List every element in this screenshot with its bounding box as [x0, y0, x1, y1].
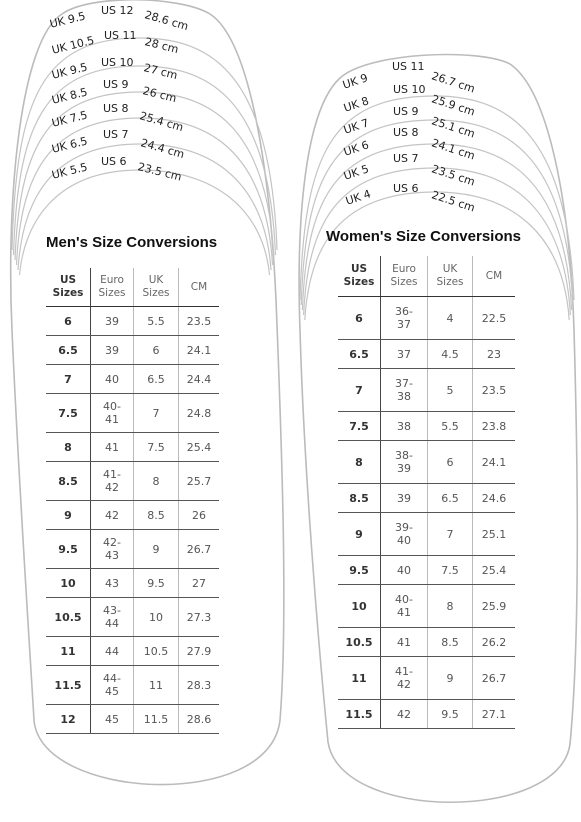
- outline-label-us: US 10: [393, 83, 426, 96]
- women-table-cell: 38: [381, 412, 428, 441]
- women-table-cell: 22.5: [473, 297, 516, 340]
- outline-label-uk: UK 10.5: [50, 33, 96, 57]
- men-table-cell: 39: [91, 336, 134, 365]
- table-row: [338, 700, 515, 729]
- men-table-cell: 28.6: [179, 705, 220, 734]
- men-table-cell: 8: [134, 462, 179, 501]
- men-table-cell: 7: [134, 394, 179, 433]
- women-table-cell: 8: [338, 441, 381, 484]
- table-row: [338, 628, 515, 657]
- men-table-cell: 39: [91, 307, 134, 336]
- women-table-cell: 11: [338, 657, 381, 700]
- women-table-cell: 8.5: [428, 628, 473, 657]
- table-row: [46, 530, 219, 569]
- outline-label-cm: 26.7 cm: [429, 69, 477, 96]
- men-col-header: UK Sizes: [134, 268, 179, 307]
- men-table-cell: 40- 41: [91, 394, 134, 433]
- men-table-cell: 10: [134, 598, 179, 637]
- men-table-cell: 27: [179, 569, 220, 598]
- men-table-cell: 11: [46, 637, 91, 666]
- outline-label-us: US 7: [103, 128, 129, 141]
- outline-label-uk: UK 7: [341, 116, 371, 137]
- women-table-cell: 6: [428, 441, 473, 484]
- women-col-header: US Sizes: [338, 256, 381, 297]
- women-table-cell: 11.5: [338, 700, 381, 729]
- table-row: [338, 412, 515, 441]
- table-row: [338, 585, 515, 628]
- men-table-cell: 7.5: [46, 394, 91, 433]
- outline-label-cm: 28.6 cm: [143, 8, 190, 34]
- women-table-cell: 39- 40: [381, 513, 428, 556]
- table-row: [46, 394, 219, 433]
- women-table-cell: 7: [338, 369, 381, 412]
- men-table-cell: 6: [134, 336, 179, 365]
- table-row: [46, 433, 219, 462]
- men-table-cell: 5.5: [134, 307, 179, 336]
- women-table-cell: 26.7: [473, 657, 516, 700]
- women-col-header: CM: [473, 256, 516, 297]
- outline-label-us: US 9: [393, 105, 419, 118]
- men-table-cell: 7: [46, 365, 91, 394]
- outline-label-us: US 11: [392, 60, 425, 73]
- women-table-cell: 39: [381, 484, 428, 513]
- outline-label-uk: UK 8: [341, 94, 371, 115]
- women-col-header: Euro Sizes: [381, 256, 428, 297]
- men-table-cell: 45: [91, 705, 134, 734]
- women-table-header-row: [338, 256, 515, 297]
- outline-label-uk: UK 9: [340, 71, 370, 92]
- men-table-cell: 43- 44: [91, 598, 134, 637]
- outline-label-cm: 24.1 cm: [429, 136, 477, 163]
- table-row: [46, 569, 219, 598]
- table-row: [46, 666, 219, 705]
- outline-label-us: US 12: [101, 4, 134, 17]
- women-table-cell: 40: [381, 556, 428, 585]
- outline-label-uk: UK 5: [341, 162, 371, 183]
- women-table-cell: 4.5: [428, 340, 473, 369]
- outline-label-cm: 22.5 cm: [429, 188, 477, 215]
- women-table-cell: 7.5: [428, 556, 473, 585]
- men-table-cell: 24.4: [179, 365, 220, 394]
- women-size-table: [338, 256, 515, 729]
- men-table-cell: 27.3: [179, 598, 220, 637]
- women-table-cell: 9.5: [338, 556, 381, 585]
- men-table-cell: 10: [46, 569, 91, 598]
- table-row: [338, 556, 515, 585]
- men-table-cell: 41- 42: [91, 462, 134, 501]
- outline-label-us: US 8: [393, 126, 419, 139]
- men-table-cell: 11.5: [46, 666, 91, 705]
- outline-label-cm: 25.4 cm: [138, 109, 185, 135]
- men-table-cell: 9: [46, 501, 91, 530]
- outline-label-uk: UK 9.5: [50, 60, 89, 82]
- men-table-cell: 11: [134, 666, 179, 705]
- women-table-cell: 23: [473, 340, 516, 369]
- outline-label-us: US 10: [101, 56, 134, 69]
- table-row: [338, 657, 515, 700]
- women-table-cell: 26.2: [473, 628, 516, 657]
- men-table-cell: 6.5: [46, 336, 91, 365]
- men-table-cell: 7.5: [134, 433, 179, 462]
- men-table-cell: 9.5: [46, 530, 91, 569]
- men-table-cell: 8.5: [46, 462, 91, 501]
- men-table-cell: 44- 45: [91, 666, 134, 705]
- outline-label-us: US 7: [393, 152, 419, 165]
- men-col-header: Euro Sizes: [91, 268, 134, 307]
- women-col-header: UK Sizes: [428, 256, 473, 297]
- men-col-header: CM: [179, 268, 220, 307]
- women-table-cell: 7.5: [338, 412, 381, 441]
- men-table-cell: 41: [91, 433, 134, 462]
- women-table-cell: 6: [338, 297, 381, 340]
- table-row: [46, 501, 219, 530]
- women-table-cell: 5.5: [428, 412, 473, 441]
- outline-label-cm: 27 cm: [142, 61, 179, 83]
- men-table-cell: 26.7: [179, 530, 220, 569]
- men-table-cell: 27.9: [179, 637, 220, 666]
- women-table-cell: 25.4: [473, 556, 516, 585]
- outline-label-uk: UK 6: [341, 138, 371, 159]
- women-table-cell: 42: [381, 700, 428, 729]
- women-table-cell: 24.6: [473, 484, 516, 513]
- table-row: [46, 307, 219, 336]
- men-table-cell: 44: [91, 637, 134, 666]
- men-table-cell: 28.3: [179, 666, 220, 705]
- women-table-cell: 8: [428, 585, 473, 628]
- outline-label-cm: 23.5 cm: [429, 162, 477, 189]
- women-section-title: Women's Size Conversions: [326, 228, 522, 245]
- outline-label-us: US 9: [103, 78, 129, 91]
- outline-label-cm: 28 cm: [143, 35, 180, 57]
- women-table-cell: 8.5: [338, 484, 381, 513]
- women-table-cell: 37- 38: [381, 369, 428, 412]
- outline-label-uk: UK 5.5: [50, 160, 89, 182]
- table-row: [46, 365, 219, 394]
- women-table-cell: 10: [338, 585, 381, 628]
- men-table-cell: 42: [91, 501, 134, 530]
- men-table-cell: 9: [134, 530, 179, 569]
- table-row: [338, 441, 515, 484]
- women-table-cell: 10.5: [338, 628, 381, 657]
- outline-label-uk: UK 4: [343, 187, 373, 208]
- women-table-cell: 9.5: [428, 700, 473, 729]
- table-row: [338, 369, 515, 412]
- women-table-cell: 4: [428, 297, 473, 340]
- outline-label-cm: 24.4 cm: [139, 136, 186, 162]
- women-table-cell: 23.5: [473, 369, 516, 412]
- women-table-cell: 40- 41: [381, 585, 428, 628]
- women-table-cell: 9: [428, 657, 473, 700]
- men-table-header-row: [46, 268, 219, 307]
- outline-label-us: US 6: [101, 155, 127, 168]
- men-table-cell: 26: [179, 501, 220, 530]
- outline-label-uk: UK 6.5: [50, 134, 89, 156]
- women-table-cell: 36- 37: [381, 297, 428, 340]
- women-table-cell: 38- 39: [381, 441, 428, 484]
- table-row: [338, 340, 515, 369]
- men-table-cell: 10.5: [46, 598, 91, 637]
- outline-label-us: US 6: [393, 182, 419, 195]
- men-table-cell: 43: [91, 569, 134, 598]
- outline-label-uk: UK 9.5: [48, 9, 87, 31]
- women-table-cell: 7: [428, 513, 473, 556]
- women-table-cell: 24.1: [473, 441, 516, 484]
- men-size-table: [46, 268, 219, 734]
- table-row: [338, 297, 515, 340]
- women-table-cell: 41- 42: [381, 657, 428, 700]
- outline-label-uk: UK 8.5: [50, 85, 89, 107]
- outline-label-uk: UK 7.5: [50, 108, 89, 130]
- men-table-cell: 25.4: [179, 433, 220, 462]
- women-table-cell: 37: [381, 340, 428, 369]
- women-table-cell: 27.1: [473, 700, 516, 729]
- table-row: [46, 598, 219, 637]
- outline-label-us: US 8: [103, 102, 129, 115]
- table-row: [338, 484, 515, 513]
- men-table-cell: 40: [91, 365, 134, 394]
- men-table-cell: 12: [46, 705, 91, 734]
- table-row: [46, 462, 219, 501]
- men-table-cell: 8.5: [134, 501, 179, 530]
- table-row: [338, 513, 515, 556]
- women-table-cell: 6.5: [428, 484, 473, 513]
- men-table-cell: 8: [46, 433, 91, 462]
- men-table-cell: 23.5: [179, 307, 220, 336]
- men-table-cell: 42- 43: [91, 530, 134, 569]
- women-table-cell: 41: [381, 628, 428, 657]
- men-table-cell: 11.5: [134, 705, 179, 734]
- men-table-cell: 25.7: [179, 462, 220, 501]
- men-table-cell: 10.5: [134, 637, 179, 666]
- table-row: [46, 336, 219, 365]
- men-col-header: US Sizes: [46, 268, 91, 307]
- women-table-cell: 9: [338, 513, 381, 556]
- women-table-cell: 23.8: [473, 412, 516, 441]
- women-table-cell: 25.1: [473, 513, 516, 556]
- men-section-title: Men's Size Conversions: [46, 234, 218, 251]
- women-table-cell: 6.5: [338, 340, 381, 369]
- outline-label-cm: 25.1 cm: [429, 114, 477, 141]
- men-table-cell: 6.5: [134, 365, 179, 394]
- outline-label-cm: 26 cm: [141, 84, 178, 106]
- men-table-cell: 9.5: [134, 569, 179, 598]
- outline-label-cm: 23.5 cm: [136, 160, 184, 184]
- outline-label-cm: 25.9 cm: [429, 92, 477, 119]
- women-table-cell: 25.9: [473, 585, 516, 628]
- outline-label-us: US 11: [104, 29, 137, 42]
- men-table-cell: 24.8: [179, 394, 220, 433]
- women-table-cell: 5: [428, 369, 473, 412]
- men-table-cell: 6: [46, 307, 91, 336]
- men-table-cell: 24.1: [179, 336, 220, 365]
- table-row: [46, 705, 219, 734]
- table-row: [46, 637, 219, 666]
- men-size-arc: [20, 170, 270, 275]
